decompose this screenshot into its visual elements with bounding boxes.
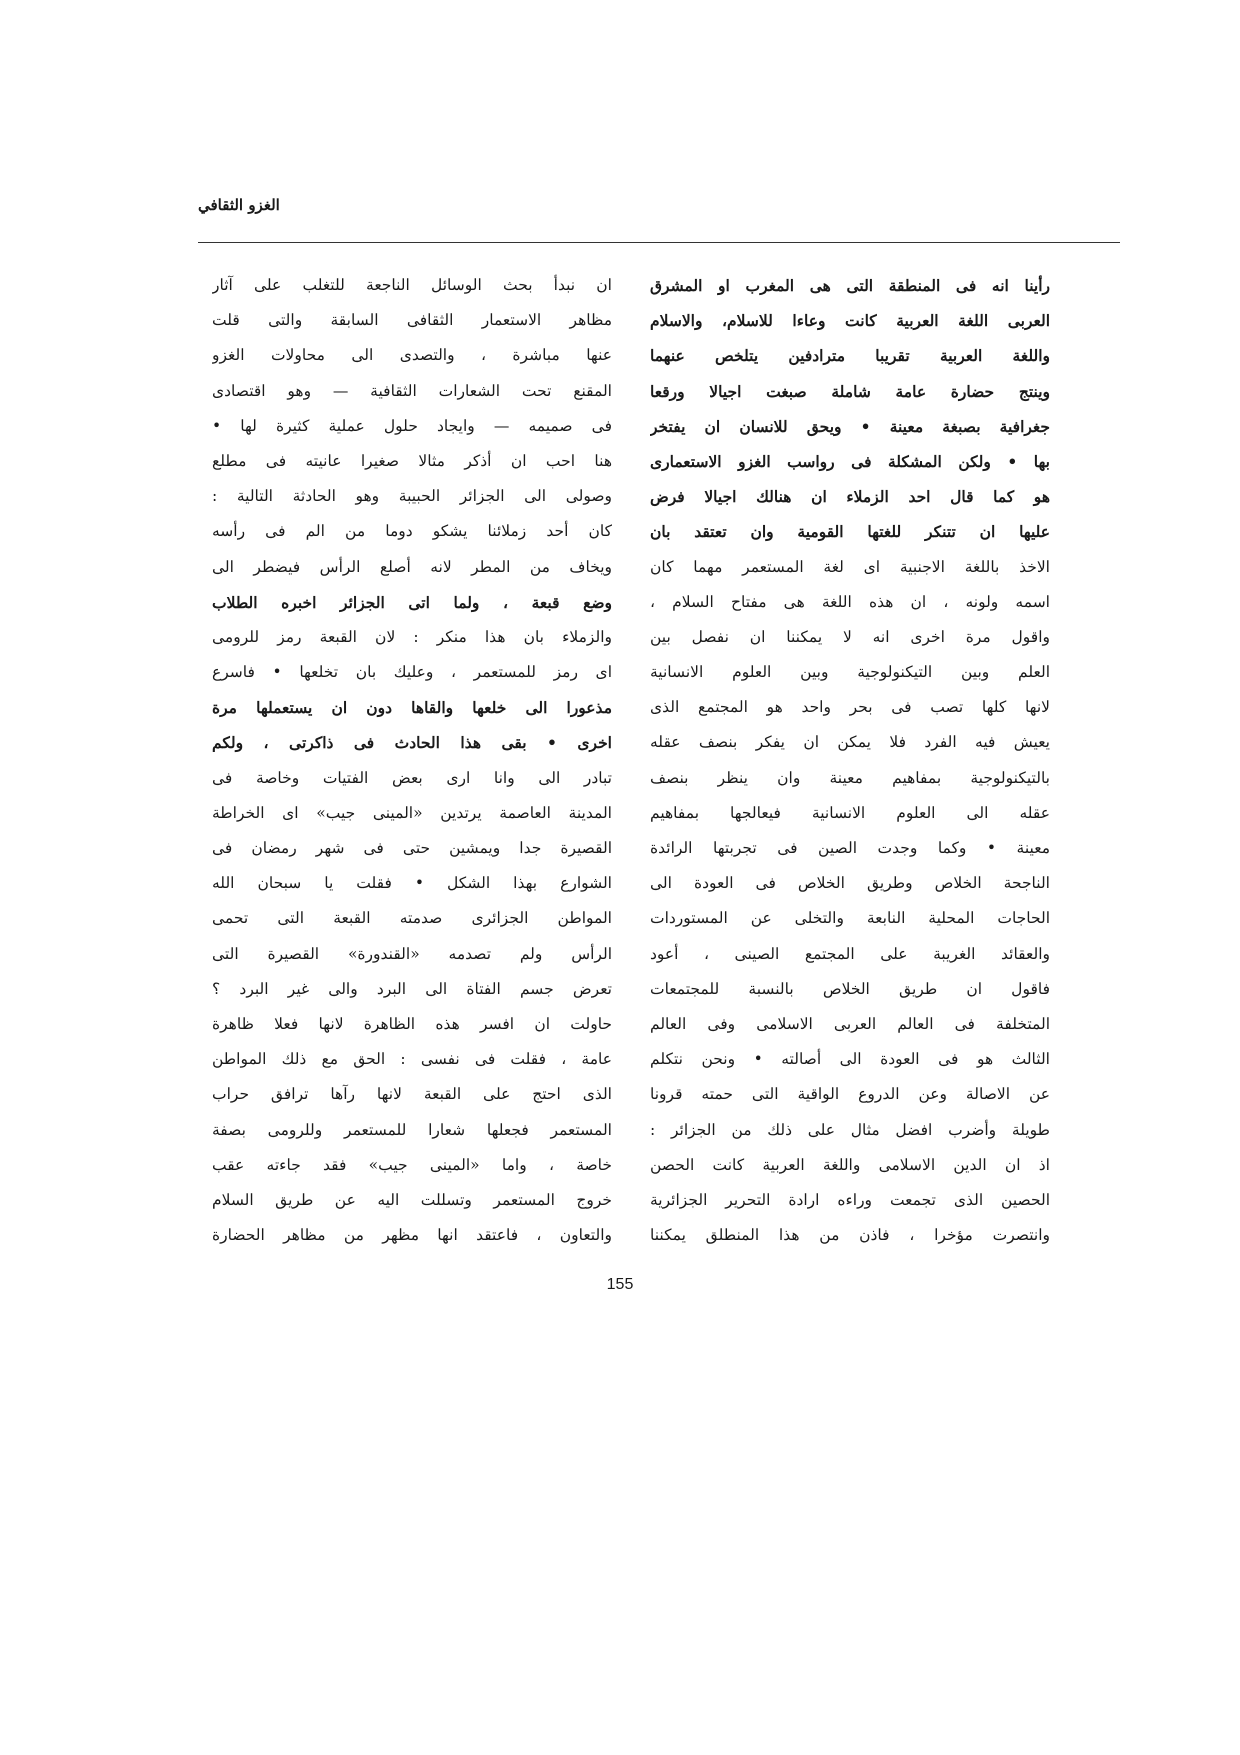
text-line: هو كما قال احد الزملاء ان هنالك اجيالا فرض (650, 487, 1050, 507)
text-line: الحاجات المحلية النابعة والتخلى عن المستوردات (650, 909, 1050, 928)
text-line: بالتيكنولوجية بمفاهيم معينة وان ينظر بنصف (650, 768, 1050, 787)
text-line: عامة ، فقلت فى نفسى : الحق مع ذلك المواطن (212, 1050, 612, 1069)
text-line: تعرض جسم الفتاة الى البرد والى غير البرد ؟ (212, 979, 612, 998)
text-line: حاولت ان افسر هذه الظاهرة لانها فعلا ظاهرة (212, 1014, 612, 1033)
text-line: القصيرة جدا ويمشين حتى فى شهر رمضان فى (212, 839, 612, 857)
text-line: كان أحد زملائنا يشكو دوما من الم فى رأسه (212, 522, 612, 541)
text-line: هنا احب ان أذكر مثالا صغيرا عانيته فى مطلع (212, 451, 612, 470)
text-line: والتعاون ، فاعتقد انها مظهر من مظاهر الحضارة (212, 1226, 612, 1245)
text-column-right (650, 268, 1050, 1253)
text-line: لانها كلها تصب فى بحر واحد هو المجتمع الذى (650, 698, 1050, 717)
text-line: وضع قبعة ، ولما اتى الجزائر اخبره الطلاب (212, 592, 612, 612)
text-line: وينتج حضارة عامة شاملة صبغت اجيالا ورقعا (650, 381, 1050, 401)
text-line: بها • ولكن المشكلة فى رواسب الغزو الاستعمارى (650, 451, 1050, 471)
text-line: مذعورا الى خلعها والقاها دون ان يستعملها مرة (212, 698, 612, 718)
text-line: خروج المستعمر وتسللت اليه عن طريق السلام (212, 1190, 612, 1209)
text-line: المدينة العاصمة يرتدين «المينى جيب» اى الخراطة (212, 803, 612, 822)
text-line: عليها ان تتنكر للغتها القومية وان تعتقد بان (650, 522, 1050, 542)
text-line: مظاهر الاستعمار الثقافى السابقة والتى قلت (212, 311, 612, 330)
running-head: الغزو الثقافي (198, 196, 280, 214)
text-line: طويلة وأضرب افضل مثال على ذلك من الجزائر : (650, 1120, 1050, 1139)
text-line: المقنع تحت الشعارات الثقافية — وهو اقتصادى (212, 381, 612, 400)
text-column-left (212, 268, 612, 1253)
text-line: معينة • وكما وجدت الصين فى تجربتها الرائدة (650, 839, 1050, 857)
text-line: الذى احتج على القبعة لانها رآها ترافق حراب (212, 1085, 612, 1104)
text-line: ان نبدأ بحث الوسائل الناجعة للتغلب على آثار (212, 276, 612, 294)
text-line: خاصة ، واما «المينى جيب» فقد جاءته عقب (212, 1155, 612, 1174)
text-line: واللغة العربية تقريبا مترادفين يتلخص عنهما (650, 346, 1050, 366)
text-line: الحصين الذى تجمعت وراءه ارادة التحرير الجزائرية (650, 1190, 1050, 1209)
text-line: الناجحة الخلاص وطريق الخلاص فى العودة الى (650, 874, 1050, 893)
text-line: والزملاء بان هذا منكر : لان القبعة رمز للرومى (212, 627, 612, 646)
text-line: فى صميمه — وايجاد حلول عملية كثيرة لها • (212, 416, 612, 435)
page-number: 155 (606, 1276, 634, 1293)
text-line: العلم وبين التيكنولوجية وبين العلوم الانسانية (650, 663, 1050, 682)
text-line: المستعمر فجعلها شعارا للمستعمر وللرومى بصفة (212, 1120, 612, 1139)
text-line: يعيش فيه الفرد فلا يمكن ان يفكر بنصف عقله (650, 733, 1050, 752)
text-line: الشوارع بهذا الشكل • فقلت يا سبحان الله (212, 874, 612, 893)
text-line: عقله الى العلوم الانسانية فيعالجها بمفاهيم (650, 803, 1050, 822)
text-line: ويخاف من المطر لانه أصلع الرأس فيضطر الى (212, 557, 612, 576)
text-line: اذ ان الدين الاسلامى واللغة العربية كانت الحصن (650, 1155, 1050, 1174)
text-line: الرأس ولم تصدمه «القندورة» القصيرة التى (212, 944, 612, 963)
header-rule (198, 242, 1120, 243)
text-line: والعقائد الغريبة على المجتمع الصينى ، أعود (650, 944, 1050, 963)
text-line: المواطن الجزائرى صدمته القبعة التى تحمى (212, 909, 612, 928)
text-line: عن الاصالة وعن الدروع الواقية التى حمته قرونا (650, 1085, 1050, 1104)
text-line: اسمه ولونه ، ان هذه اللغة هى مفتاح السلام ، (650, 592, 1050, 611)
text-line: واقول مرة اخرى انه لا يمكننا ان نفصل بين (650, 627, 1050, 646)
text-line: وصولى الى الجزائر الحبيبة وهو الحادثة التالية : (212, 487, 612, 506)
text-line: عنها مباشرة ، والتصدى الى محاولات الغزو (212, 346, 612, 365)
text-line: المتخلفة فى العالم العربى الاسلامى وفى العالم (650, 1014, 1050, 1033)
text-line: وانتصرت مؤخرا ، فاذن من هذا المنطلق يمكننا (650, 1226, 1050, 1245)
text-line: الثالث هو فى العودة الى أصالته • ونحن نتكلم (650, 1050, 1050, 1069)
text-line: الاخذ باللغة الاجنبية اى لغة المستعمر مهما كان (650, 557, 1050, 576)
text-line: فاقول ان طريق الخلاص بالنسبة للمجتمعات (650, 979, 1050, 998)
text-line: اى رمز للمستعمر ، وعليك بان تخلعها • فاسرع (212, 663, 612, 682)
text-line: اخرى • بقى هذا الحادث فى ذاكرتى ، ولكم (212, 733, 612, 753)
text-line: العربى اللغة العربية كانت وعاءا للاسلام، والاسلام (650, 311, 1050, 331)
text-line: جغرافية بصبغة معينة • ويحق للانسان ان يفتخر (650, 416, 1050, 436)
text-line: تبادر الى وانا ارى بعض الفتيات وخاصة فى (212, 768, 612, 787)
text-line: رأينا انه فى المنطقة التى هى المغرب او المشرق (650, 276, 1050, 295)
